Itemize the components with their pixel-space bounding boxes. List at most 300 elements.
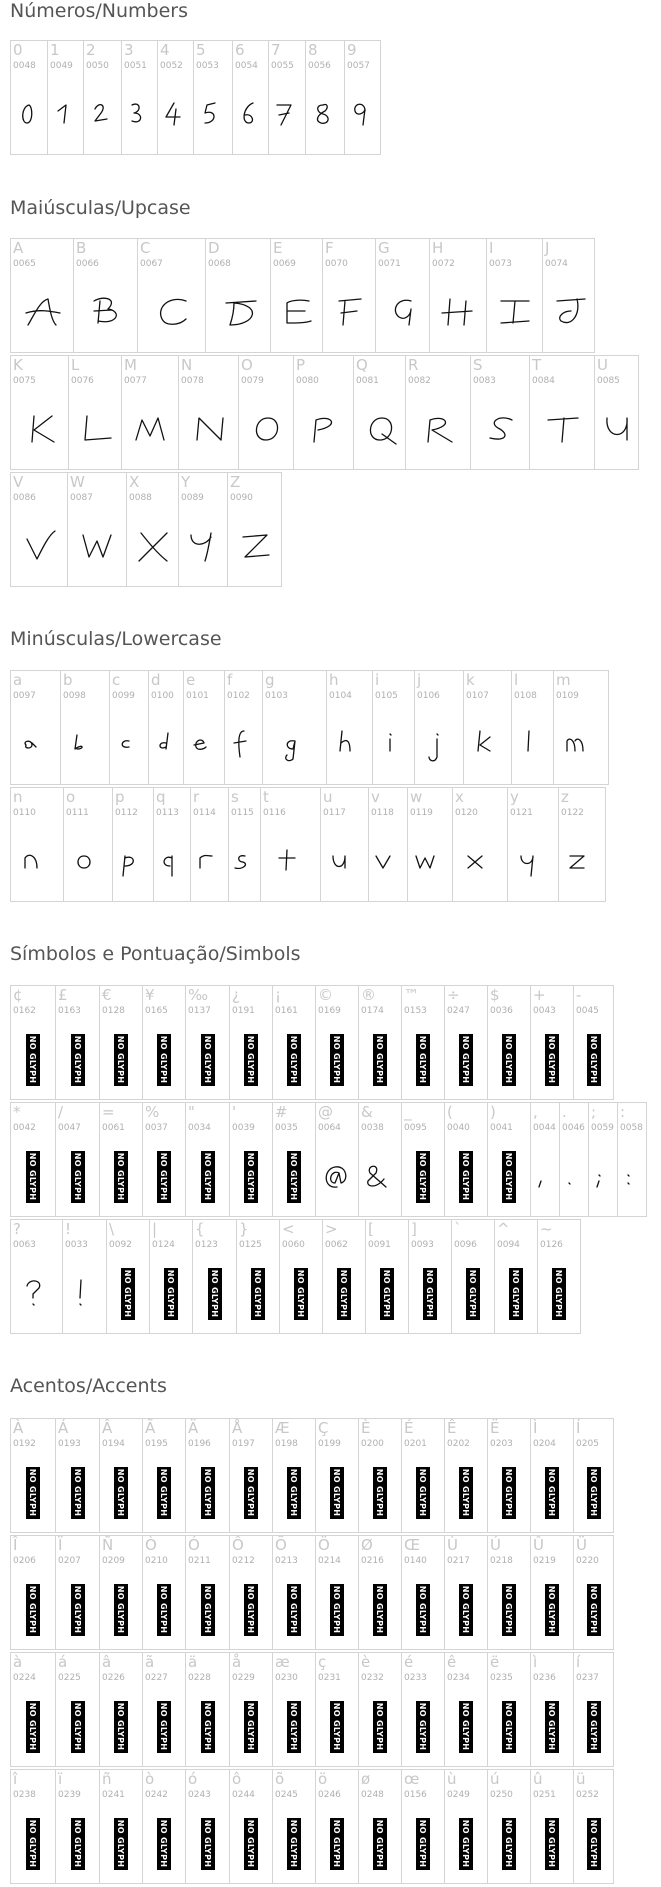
glyph-character: z <box>561 788 569 806</box>
glyph-preview <box>230 1574 272 1645</box>
glyph-preview <box>554 709 608 780</box>
glyph-character: - <box>576 986 582 1004</box>
no-glyph-label: NO GLYPH <box>289 1819 299 1868</box>
glyph-code: 0217 <box>447 1556 470 1566</box>
glyph-cell <box>358 1652 402 1767</box>
glyph-code: 0077 <box>124 376 147 386</box>
glyph-character: W <box>70 473 85 491</box>
handwritten-glyph <box>10 93 48 137</box>
glyph-character: ù <box>447 1770 457 1788</box>
glyph-cell <box>229 1102 273 1217</box>
handwritten-glyph-stroke <box>339 299 361 325</box>
handwritten-glyph <box>157 93 194 137</box>
no-glyph-label: NO GLYPH <box>511 1269 521 1318</box>
glyph-cell <box>62 1219 107 1334</box>
glyph-preview <box>316 1574 358 1645</box>
glyph-character: é <box>404 1653 414 1671</box>
glyph-code: 0069 <box>273 259 296 269</box>
glyph-character: , <box>533 1103 538 1121</box>
no-glyph-badge <box>330 1034 344 1086</box>
no-glyph-label: NO GLYPH <box>339 1269 349 1318</box>
no-glyph-badge <box>208 1268 222 1320</box>
handwritten-glyph <box>323 840 367 884</box>
glyph-row <box>10 985 613 1100</box>
handwritten-glyph <box>150 291 194 335</box>
glyph-preview <box>11 826 63 897</box>
no-glyph-label: NO GLYPH <box>589 1035 599 1084</box>
no-glyph-badge <box>459 1467 473 1519</box>
handwritten-glyph-stroke <box>194 740 206 749</box>
glyph-preview <box>430 277 486 348</box>
glyph-character: y <box>510 788 519 806</box>
handwritten-glyph <box>478 408 522 452</box>
glyph-cell <box>279 1219 323 1334</box>
glyph-preview <box>402 1691 444 1762</box>
glyph-character: k <box>466 671 475 689</box>
glyph-character: Ì <box>533 1419 538 1437</box>
glyph-cell <box>270 238 323 353</box>
handwritten-glyph-stroke <box>123 856 133 876</box>
no-glyph-label: NO GLYPH <box>504 1702 514 1751</box>
no-glyph-badge <box>459 1584 473 1636</box>
glyph-preview <box>445 1457 487 1528</box>
glyph-character: Ï <box>58 1536 63 1554</box>
glyph-cell <box>55 1418 100 1533</box>
handwritten-glyph-stroke <box>160 733 168 749</box>
no-glyph-badge <box>294 1268 308 1320</box>
glyph-character: t <box>263 788 269 806</box>
no-glyph-badge <box>373 1467 387 1519</box>
glyph-preview <box>316 1691 358 1762</box>
glyph-preview <box>64 826 112 897</box>
glyph-character: ñ <box>102 1770 112 1788</box>
no-glyph-label: NO GLYPH <box>289 1585 299 1634</box>
glyph-code: 0055 <box>271 61 294 71</box>
no-glyph-label: NO GLYPH <box>547 1702 557 1751</box>
glyph-character: ~ <box>540 1220 553 1238</box>
glyph-preview <box>471 394 529 465</box>
glyph-preview <box>531 1574 573 1645</box>
handwritten-glyph-stroke <box>490 417 512 438</box>
glyph-cell <box>10 670 61 785</box>
handwritten-glyph <box>344 93 381 137</box>
glyph-cell <box>63 787 113 902</box>
no-glyph-badge <box>26 1151 40 1203</box>
glyph-character: 8 <box>308 41 318 59</box>
glyph-code: 0242 <box>145 1790 168 1800</box>
glyph-character: C <box>140 239 151 257</box>
glyph-character: Ô <box>232 1536 244 1554</box>
handwritten-glyph <box>121 93 158 137</box>
handwritten-glyph-stroke <box>191 533 211 561</box>
glyph-cell <box>67 472 127 587</box>
handwritten-glyph-stroke <box>376 856 390 868</box>
glyph-code: 0116 <box>263 808 286 818</box>
glyph-cell <box>236 1219 280 1334</box>
glyph-cell <box>55 1102 100 1217</box>
handwritten-glyph <box>408 840 452 884</box>
glyph-preview <box>359 1691 401 1762</box>
no-glyph-label: NO GLYPH <box>159 1468 169 1517</box>
glyph-cell <box>444 1535 488 1650</box>
glyph-preview <box>230 1141 272 1212</box>
glyph-preview <box>186 1808 229 1879</box>
glyph-cell <box>408 1219 452 1334</box>
glyph-code: 0051 <box>124 61 147 71</box>
glyph-preview <box>488 1457 530 1528</box>
no-glyph-label: NO GLYPH <box>332 1468 342 1517</box>
glyph-code: 0200 <box>361 1439 384 1449</box>
glyph-preview <box>113 826 153 897</box>
glyph-character: l <box>514 671 519 689</box>
glyph-preview <box>488 1024 530 1095</box>
glyph-cell <box>487 1418 531 1533</box>
glyph-preview <box>589 1141 617 1212</box>
glyph-code: 0046 <box>562 1123 585 1133</box>
glyph-code: 0049 <box>50 61 73 71</box>
glyph-code: 0117 <box>323 808 346 818</box>
glyph-preview <box>56 1574 99 1645</box>
no-glyph-label: NO GLYPH <box>28 1819 38 1868</box>
no-glyph-badge <box>201 1467 215 1519</box>
glyph-preview <box>359 1141 401 1212</box>
glyph-cell <box>530 1769 574 1884</box>
glyph-preview <box>11 1691 55 1762</box>
glyph-preview <box>184 709 224 780</box>
no-glyph-badge <box>244 1151 258 1203</box>
glyph-character: ç <box>318 1653 327 1671</box>
no-glyph-label: NO GLYPH <box>289 1468 299 1517</box>
no-glyph-label: NO GLYPH <box>28 1152 38 1201</box>
glyph-character: A <box>13 239 24 257</box>
handwritten-glyph-stroke <box>569 1183 570 1184</box>
glyph-preview <box>186 1457 229 1528</box>
glyph-character: b <box>63 671 73 689</box>
glyph-preview <box>48 79 83 150</box>
glyph-character: c <box>112 671 121 689</box>
glyph-cell <box>588 1102 618 1217</box>
glyph-character: q <box>156 788 166 806</box>
glyph-character: © <box>318 986 333 1004</box>
glyph-character: í <box>576 1653 581 1671</box>
handwritten-glyph <box>540 408 584 452</box>
glyph-cell <box>530 1418 574 1533</box>
glyph-cell <box>10 472 68 587</box>
handwritten-glyph-stroke <box>26 299 60 325</box>
glyph-character: è <box>361 1653 371 1671</box>
glyph-preview <box>138 277 205 348</box>
glyph-cell <box>99 985 143 1100</box>
glyph-code: 0090 <box>230 493 253 503</box>
glyph-cell <box>559 1102 589 1217</box>
glyph-cell <box>452 787 508 902</box>
handwritten-glyph <box>269 840 313 884</box>
glyph-code: 0052 <box>160 61 183 71</box>
handwritten-glyph <box>547 291 591 335</box>
glyph-cell <box>553 670 609 785</box>
no-glyph-badge <box>330 1584 344 1636</box>
glyph-cell <box>530 1102 560 1217</box>
handwritten-glyph-stroke <box>136 418 164 440</box>
no-glyph-label: NO GLYPH <box>289 1152 299 1201</box>
handwritten-glyph-stroke <box>80 1280 81 1305</box>
glyph-code: 0096 <box>454 1240 477 1250</box>
glyph-cell <box>205 238 271 353</box>
glyph-code: 0249 <box>447 1790 470 1800</box>
glyph-character: Ñ <box>102 1536 114 1554</box>
glyph-code: 0213 <box>275 1556 298 1566</box>
glyph-code: 0078 <box>181 376 204 386</box>
glyph-code: 0086 <box>13 493 36 503</box>
glyph-preview <box>84 79 121 150</box>
glyph-character: Î <box>13 1536 18 1554</box>
glyph-character: ® <box>361 986 376 1004</box>
glyph-code: 0071 <box>378 259 401 269</box>
glyph-cell <box>358 1102 402 1217</box>
glyph-cell <box>262 670 327 785</box>
no-glyph-badge <box>201 1818 215 1870</box>
glyph-character: n <box>13 788 23 806</box>
no-glyph-badge <box>587 1584 601 1636</box>
no-glyph-label: NO GLYPH <box>73 1585 83 1634</box>
glyph-row <box>10 1102 646 1217</box>
glyph-cell <box>407 787 453 902</box>
handwritten-glyph-stroke <box>27 531 55 559</box>
glyph-code: 0088 <box>129 493 152 503</box>
no-glyph-badge <box>287 1151 301 1203</box>
glyph-cell <box>228 787 261 902</box>
handwritten-glyph-stroke <box>478 731 490 751</box>
no-glyph-badge <box>502 1034 516 1086</box>
glyph-preview <box>574 1691 613 1762</box>
glyph-preview <box>488 1808 530 1879</box>
handwritten-glyph-stroke <box>25 741 36 748</box>
glyph-code: 0079 <box>241 376 264 386</box>
glyph-character: Œ <box>404 1536 421 1554</box>
no-glyph-label: NO GLYPH <box>246 1152 256 1201</box>
glyph-character: ø <box>361 1770 371 1788</box>
glyph-preview <box>618 1141 646 1212</box>
no-glyph-label: NO GLYPH <box>116 1585 126 1634</box>
glyph-cell <box>106 1219 150 1334</box>
glyph-code: 0043 <box>533 1006 556 1016</box>
no-glyph-badge <box>337 1268 351 1320</box>
no-glyph-label: NO GLYPH <box>159 1035 169 1084</box>
handwritten-glyph-stroke <box>244 103 253 123</box>
glyph-preview <box>56 1691 99 1762</box>
no-glyph-badge <box>287 1034 301 1086</box>
handwritten-glyph <box>128 408 172 452</box>
handwritten-glyph <box>372 723 415 767</box>
glyph-cell <box>55 1769 100 1884</box>
no-glyph-badge <box>509 1268 523 1320</box>
glyph-code: 0054 <box>235 61 258 71</box>
handwritten-glyph <box>47 93 84 137</box>
glyph-character: D <box>208 239 220 257</box>
glyph-cell <box>185 1418 230 1533</box>
glyph-preview <box>373 709 414 780</box>
handwritten-glyph <box>228 840 261 884</box>
glyph-cell <box>178 355 239 470</box>
glyph-cell <box>573 1535 614 1650</box>
no-glyph-badge <box>416 1467 430 1519</box>
glyph-cell <box>429 238 487 353</box>
glyph-preview <box>230 1024 272 1095</box>
glyph-cell <box>99 1535 143 1650</box>
glyph-code: 0227 <box>145 1673 168 1683</box>
glyph-code: 0095 <box>404 1123 427 1133</box>
no-glyph-badge <box>244 1467 258 1519</box>
glyph-cell <box>272 1102 316 1217</box>
handwritten-glyph-stroke <box>390 734 391 751</box>
glyph-character: Ò <box>145 1536 157 1554</box>
glyph-character: K <box>13 356 23 374</box>
glyph-code: 0206 <box>13 1556 36 1566</box>
glyph-character: @ <box>318 1103 333 1121</box>
glyph-code: 0195 <box>145 1439 168 1449</box>
glyph-character: J <box>545 239 550 257</box>
glyph-code: 0202 <box>447 1439 470 1449</box>
no-glyph-badge <box>157 1584 171 1636</box>
glyph-code: 0048 <box>13 61 36 71</box>
glyph-cell <box>530 1652 574 1767</box>
glyph-preview <box>359 1574 401 1645</box>
glyph-cell <box>542 238 595 353</box>
no-glyph-label: NO GLYPH <box>332 1819 342 1868</box>
glyph-character: : <box>620 1103 626 1121</box>
no-glyph-label: NO GLYPH <box>123 1269 133 1318</box>
handwritten-glyph-stroke <box>256 418 277 440</box>
glyph-character: u <box>323 788 333 806</box>
glyph-character: T <box>532 356 542 374</box>
glyph-character: R <box>408 356 419 374</box>
glyph-preview <box>11 511 67 582</box>
glyph-preview <box>11 277 73 348</box>
glyph-character: Ä <box>188 1419 199 1437</box>
glyph-preview <box>230 1691 272 1762</box>
no-glyph-badge <box>114 1701 128 1753</box>
glyph-cell <box>451 1219 495 1334</box>
glyph-preview <box>453 826 507 897</box>
handwritten-glyph <box>181 525 225 569</box>
glyph-code: 0233 <box>404 1673 427 1683</box>
glyph-cell <box>401 1769 445 1884</box>
glyph-preview <box>376 277 429 348</box>
glyph-character: Ó <box>188 1536 200 1554</box>
no-glyph-label: NO GLYPH <box>73 1819 83 1868</box>
glyph-cell <box>444 1652 488 1767</box>
glyph-code: 0248 <box>361 1790 384 1800</box>
glyph-preview <box>191 826 228 897</box>
glyph-code: 0042 <box>13 1123 36 1133</box>
glyph-code: 0081 <box>356 376 379 386</box>
glyph-character: £ <box>58 986 68 1004</box>
no-glyph-badge <box>459 1034 473 1086</box>
handwritten-glyph-stroke <box>428 418 452 442</box>
glyph-preview <box>239 394 293 465</box>
glyph-cell <box>507 787 559 902</box>
no-glyph-badge <box>545 1701 559 1753</box>
no-glyph-badge <box>26 1584 40 1636</box>
no-glyph-badge <box>287 1467 301 1519</box>
handwritten-glyph <box>511 840 555 884</box>
glyph-code: 0064 <box>318 1123 341 1133</box>
glyph-character: ã <box>145 1653 155 1671</box>
glyph-preview <box>354 394 405 465</box>
glyph-preview <box>530 394 594 465</box>
glyph-cell <box>10 1102 56 1217</box>
handwritten-glyph <box>559 723 603 767</box>
glyph-code: 0113 <box>156 808 179 818</box>
glyph-cell <box>375 238 430 353</box>
no-glyph-badge <box>164 1268 178 1320</box>
handwritten-glyph-stroke <box>354 104 364 125</box>
glyph-cell <box>185 1535 230 1650</box>
no-glyph-label: NO GLYPH <box>289 1702 299 1751</box>
handwritten-glyph <box>417 723 461 767</box>
no-glyph-label: NO GLYPH <box>159 1152 169 1201</box>
glyph-code: 0191 <box>232 1006 255 1016</box>
glyph-code: 0214 <box>318 1556 341 1566</box>
handwritten-glyph-stroke <box>27 1280 40 1304</box>
glyph-character: Û <box>533 1536 544 1554</box>
glyph-preview <box>595 394 638 465</box>
glyph-character: 1 <box>50 41 60 59</box>
glyph-preview <box>233 79 268 150</box>
glyph-code: 0239 <box>58 1790 81 1800</box>
glyph-cell <box>142 985 186 1100</box>
glyph-cell <box>192 1219 237 1334</box>
glyph-character: õ <box>275 1770 285 1788</box>
glyph-cell <box>444 1418 488 1533</box>
glyph-cell <box>315 1418 359 1533</box>
glyph-cell <box>344 40 381 155</box>
glyph-character: Â <box>102 1419 113 1437</box>
glyph-cell <box>73 238 138 353</box>
glyph-preview <box>445 1141 487 1212</box>
glyph-code: 0230 <box>275 1673 298 1683</box>
glyph-code: 0108 <box>514 691 537 701</box>
glyph-cell <box>224 670 263 785</box>
glyph-cell <box>322 238 376 353</box>
handwritten-glyph <box>83 93 122 137</box>
glyph-preview <box>56 1457 99 1528</box>
glyph-character: V <box>13 473 24 491</box>
glyph-character: ë <box>490 1653 500 1671</box>
handwritten-glyph <box>305 93 345 137</box>
glyph-cell <box>401 1418 445 1533</box>
glyph-code: 0110 <box>13 808 36 818</box>
handwritten-glyph-stroke <box>570 856 584 868</box>
glyph-preview <box>273 1691 315 1762</box>
glyph-preview <box>543 277 594 348</box>
glyph-character: ü <box>576 1770 586 1788</box>
glyph-cell <box>470 355 530 470</box>
glyph-preview <box>74 277 137 348</box>
no-glyph-label: NO GLYPH <box>116 1035 126 1084</box>
glyph-preview <box>531 1024 573 1095</box>
glyph-code: 0111 <box>66 808 89 818</box>
glyph-code: 0035 <box>275 1123 298 1133</box>
glyph-character: > <box>325 1220 338 1238</box>
glyph-preview <box>11 1141 55 1212</box>
glyph-cell <box>444 1102 488 1217</box>
glyph-cell <box>372 670 415 785</box>
glyph-row <box>10 355 638 470</box>
glyph-character: } <box>239 1220 249 1238</box>
glyph-cell <box>10 1219 63 1334</box>
glyph-cell <box>315 1769 359 1884</box>
